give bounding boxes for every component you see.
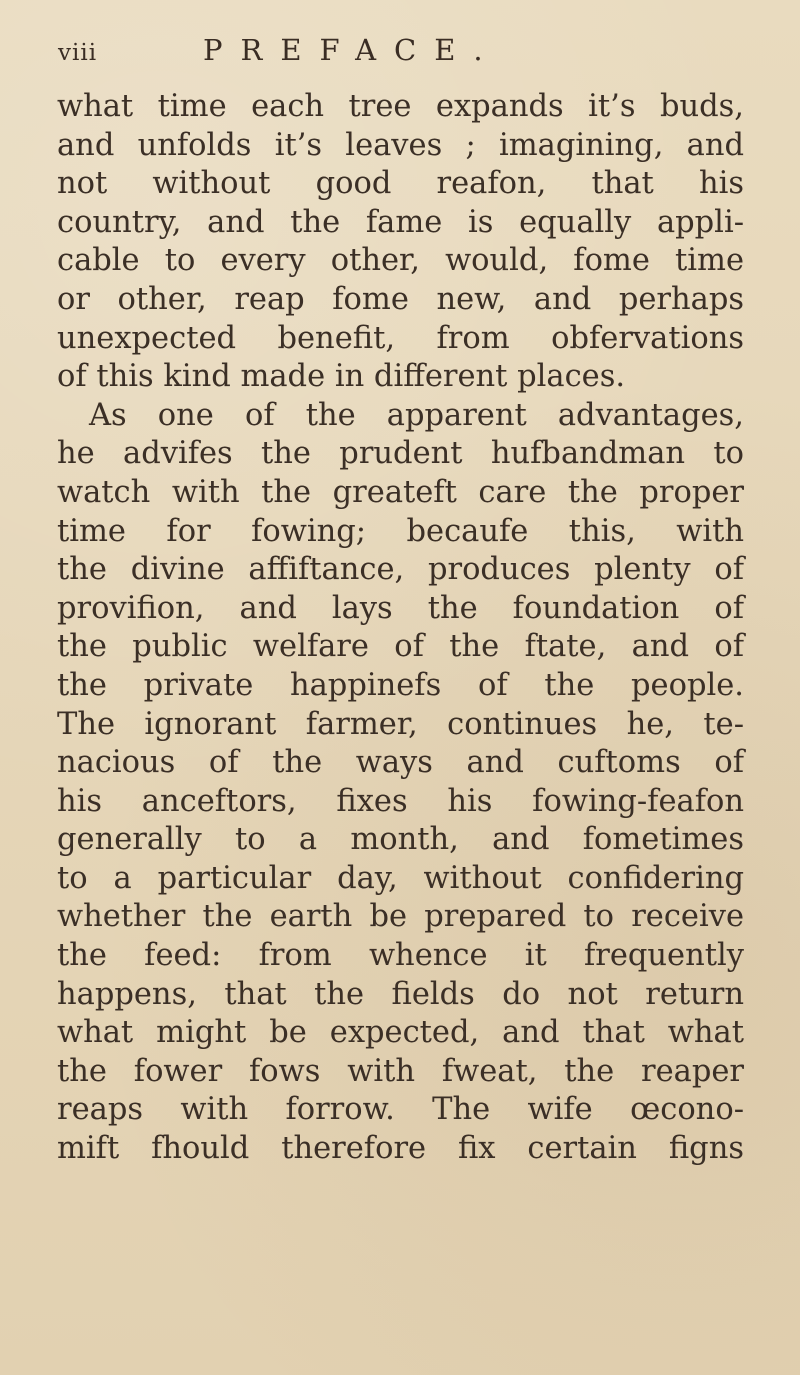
text-line: or other, reap fome new, and perhaps bbox=[57, 281, 744, 317]
text-line: cable to every other, would, fome time bbox=[57, 243, 744, 279]
text-line: the private happinefs of the people. bbox=[57, 667, 744, 703]
text-line: the fower fows with fweat, the reaper bbox=[57, 1053, 744, 1089]
body-text bbox=[57, 88, 744, 1169]
text-line: the feed: from whence it frequently bbox=[57, 938, 744, 974]
running-head bbox=[58, 30, 758, 70]
text-line: unexpected benefit, from obfervations bbox=[57, 320, 744, 356]
text-line: what time each tree expands it’s buds, bbox=[57, 89, 744, 124]
text-line: happens, that the fields do not return bbox=[57, 976, 744, 1012]
running-head-title: PREFACE. bbox=[203, 33, 501, 67]
text-line: mift fhould therefore fix certain figns bbox=[57, 1131, 744, 1167]
text-line: nacious of the ways and cuftoms of bbox=[57, 745, 744, 781]
page-number: viii bbox=[58, 40, 98, 66]
text-line: time for fowing; becaufe this, with bbox=[57, 513, 744, 549]
text-line: the divine affiftance, produces plenty of bbox=[57, 552, 744, 588]
text-line: As one of the apparent advantages, bbox=[89, 397, 744, 433]
text-line: of this kind made in different places. bbox=[57, 359, 626, 395]
text-line: watch with the greateft care the proper bbox=[57, 474, 744, 510]
text-line: to a particular day, without confidering bbox=[57, 860, 744, 896]
text-line: he advifes the prudent hufbandman to bbox=[57, 436, 744, 472]
text-line: what might be expected, and that what bbox=[57, 1015, 744, 1051]
text-line: provifion, and lays the foundation of bbox=[57, 590, 744, 626]
text-line: his anceftors, fixes his fowing-feafon bbox=[57, 783, 744, 819]
text-line: not without good reafon, that his bbox=[57, 166, 744, 202]
text-line: generally to a month, and fometimes bbox=[57, 822, 744, 858]
text-line: reaps with forrow. The wife œcono- bbox=[57, 1092, 744, 1128]
text-line: The ignorant farmer, continues he, te- bbox=[57, 706, 744, 742]
text-line: whether the earth be prepared to receive bbox=[57, 899, 744, 935]
text-line: the public welfare of the ftate, and of bbox=[57, 629, 744, 665]
text-line: and unfolds it’s leaves ; imagining, and bbox=[57, 127, 744, 163]
text-line: country, and the fame is equally appli- bbox=[57, 204, 744, 240]
